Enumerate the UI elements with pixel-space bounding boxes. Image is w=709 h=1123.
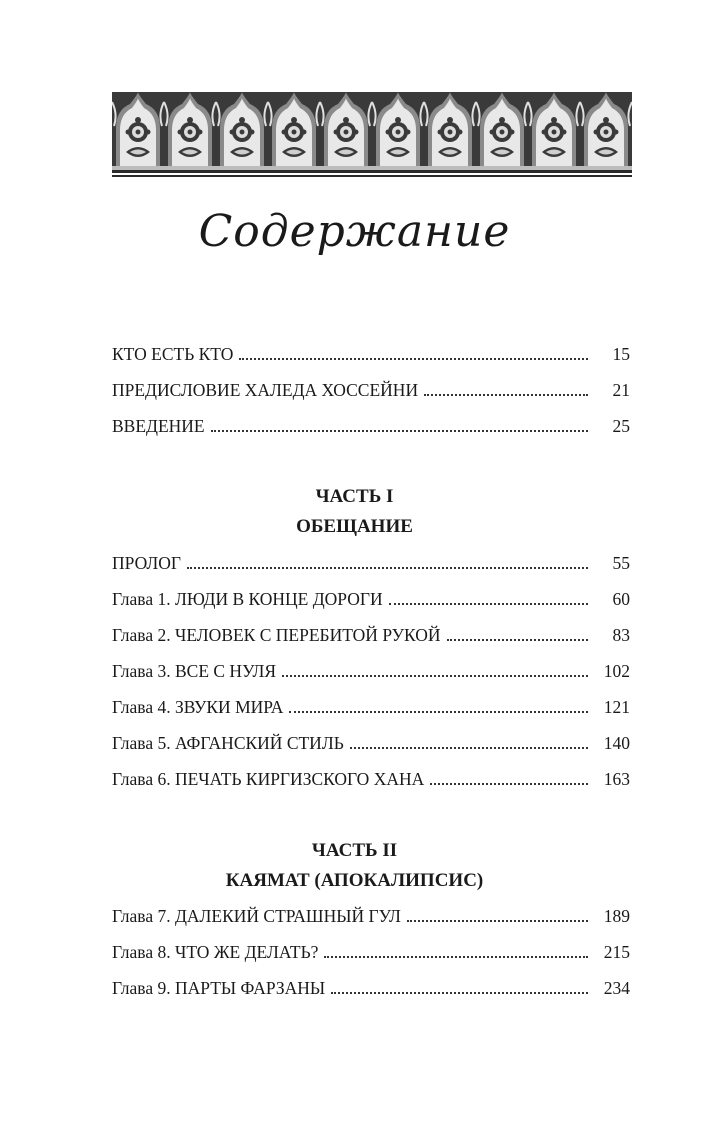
toc-entry[interactable] xyxy=(112,978,630,1014)
toc-entry-page: 25 xyxy=(612,416,630,436)
part-2-heading xyxy=(0,836,709,896)
toc-entry[interactable] xyxy=(112,942,630,978)
dot-leader xyxy=(239,358,588,360)
toc-entry-page: 83 xyxy=(612,625,630,645)
part-label: ЧАСТЬ II xyxy=(311,840,398,861)
dot-leader xyxy=(389,603,588,605)
toc-entry[interactable] xyxy=(112,661,630,697)
toc-entry-label: ПРЕДИСЛОВИЕ ХАЛЕДА ХОССЕЙНИ xyxy=(112,380,419,400)
part-subtitle: ОБЕЩАНИЕ xyxy=(296,516,413,537)
dot-leader xyxy=(324,956,588,958)
arabesque-border-icon xyxy=(112,92,632,180)
toc-entry-label: Глава 6. ПЕЧАТЬ КИРГИЗСКОГО ХАНА xyxy=(112,769,425,789)
dot-leader xyxy=(289,711,588,713)
toc-entry-label: Глава 5. АФГАНСКИЙ СТИЛЬ xyxy=(112,733,344,753)
dot-leader xyxy=(211,430,588,432)
part-label: ЧАСТЬ I xyxy=(315,486,394,507)
dot-leader xyxy=(407,920,588,922)
toc-entry-label: ВВЕДЕНИЕ xyxy=(112,416,205,436)
toc-entry-page: 163 xyxy=(603,769,630,789)
toc-entry-label: Глава 7. ДАЛЕКИЙ СТРАШНЫЙ ГУЛ xyxy=(112,906,401,926)
toc-entry-label: Глава 2. ЧЕЛОВЕК С ПЕРЕБИТОЙ РУКОЙ xyxy=(112,625,441,645)
toc-entry-label: ПРОЛОГ xyxy=(112,553,181,573)
toc-entry-label: КТО ЕСТЬ КТО xyxy=(112,344,234,364)
toc-entry-label: Глава 8. ЧТО ЖЕ ДЕЛАТЬ? xyxy=(112,942,319,962)
part-1-list xyxy=(112,553,630,805)
toc-entry[interactable] xyxy=(112,416,630,452)
dot-leader xyxy=(350,747,588,749)
toc-entry[interactable] xyxy=(112,625,630,661)
dot-leader xyxy=(331,992,588,994)
dot-leader xyxy=(424,394,588,396)
toc-entry-page: 121 xyxy=(603,697,630,717)
toc-entry-label: Глава 1. ЛЮДИ В КОНЦЕ ДОРОГИ xyxy=(112,589,383,609)
part-2-list xyxy=(112,906,630,1014)
toc-entry-page: 21 xyxy=(612,380,630,400)
toc-entry-page: 60 xyxy=(612,589,630,609)
toc-entry-page: 55 xyxy=(612,553,630,573)
part-subtitle: КАЯМАТ (АПОКАЛИПСИС) xyxy=(225,870,484,891)
toc-entry-label: Глава 3. ВСЕ С НУЛЯ xyxy=(112,661,277,681)
toc-entry-page: 140 xyxy=(603,733,630,753)
toc-entry-page: 215 xyxy=(603,942,630,962)
toc-entry[interactable] xyxy=(112,553,630,589)
toc-entry-page: 15 xyxy=(612,344,630,364)
dot-leader xyxy=(282,675,588,677)
toc-entry-label: Глава 4. ЗВУКИ МИРА xyxy=(112,697,284,717)
toc-entry[interactable] xyxy=(112,589,630,625)
part-1-heading xyxy=(0,482,709,542)
toc-entry[interactable] xyxy=(112,697,630,733)
front-matter-list xyxy=(112,344,630,452)
dot-leader xyxy=(187,567,588,569)
toc-entry-page: 189 xyxy=(603,906,630,926)
toc-entry-label: Глава 9. ПАРТЫ ФАРЗАНЫ xyxy=(112,978,326,998)
toc-entry[interactable] xyxy=(112,733,630,769)
toc-entry[interactable] xyxy=(112,344,630,380)
toc-entry[interactable] xyxy=(112,769,630,805)
dot-leader xyxy=(430,783,588,785)
page-title: Содержание xyxy=(198,206,511,257)
toc-entry-page: 102 xyxy=(603,661,630,681)
toc-entry[interactable] xyxy=(112,906,630,942)
dot-leader xyxy=(447,639,588,641)
toc-entry-page: 234 xyxy=(603,978,630,998)
toc-entry[interactable] xyxy=(112,380,630,416)
